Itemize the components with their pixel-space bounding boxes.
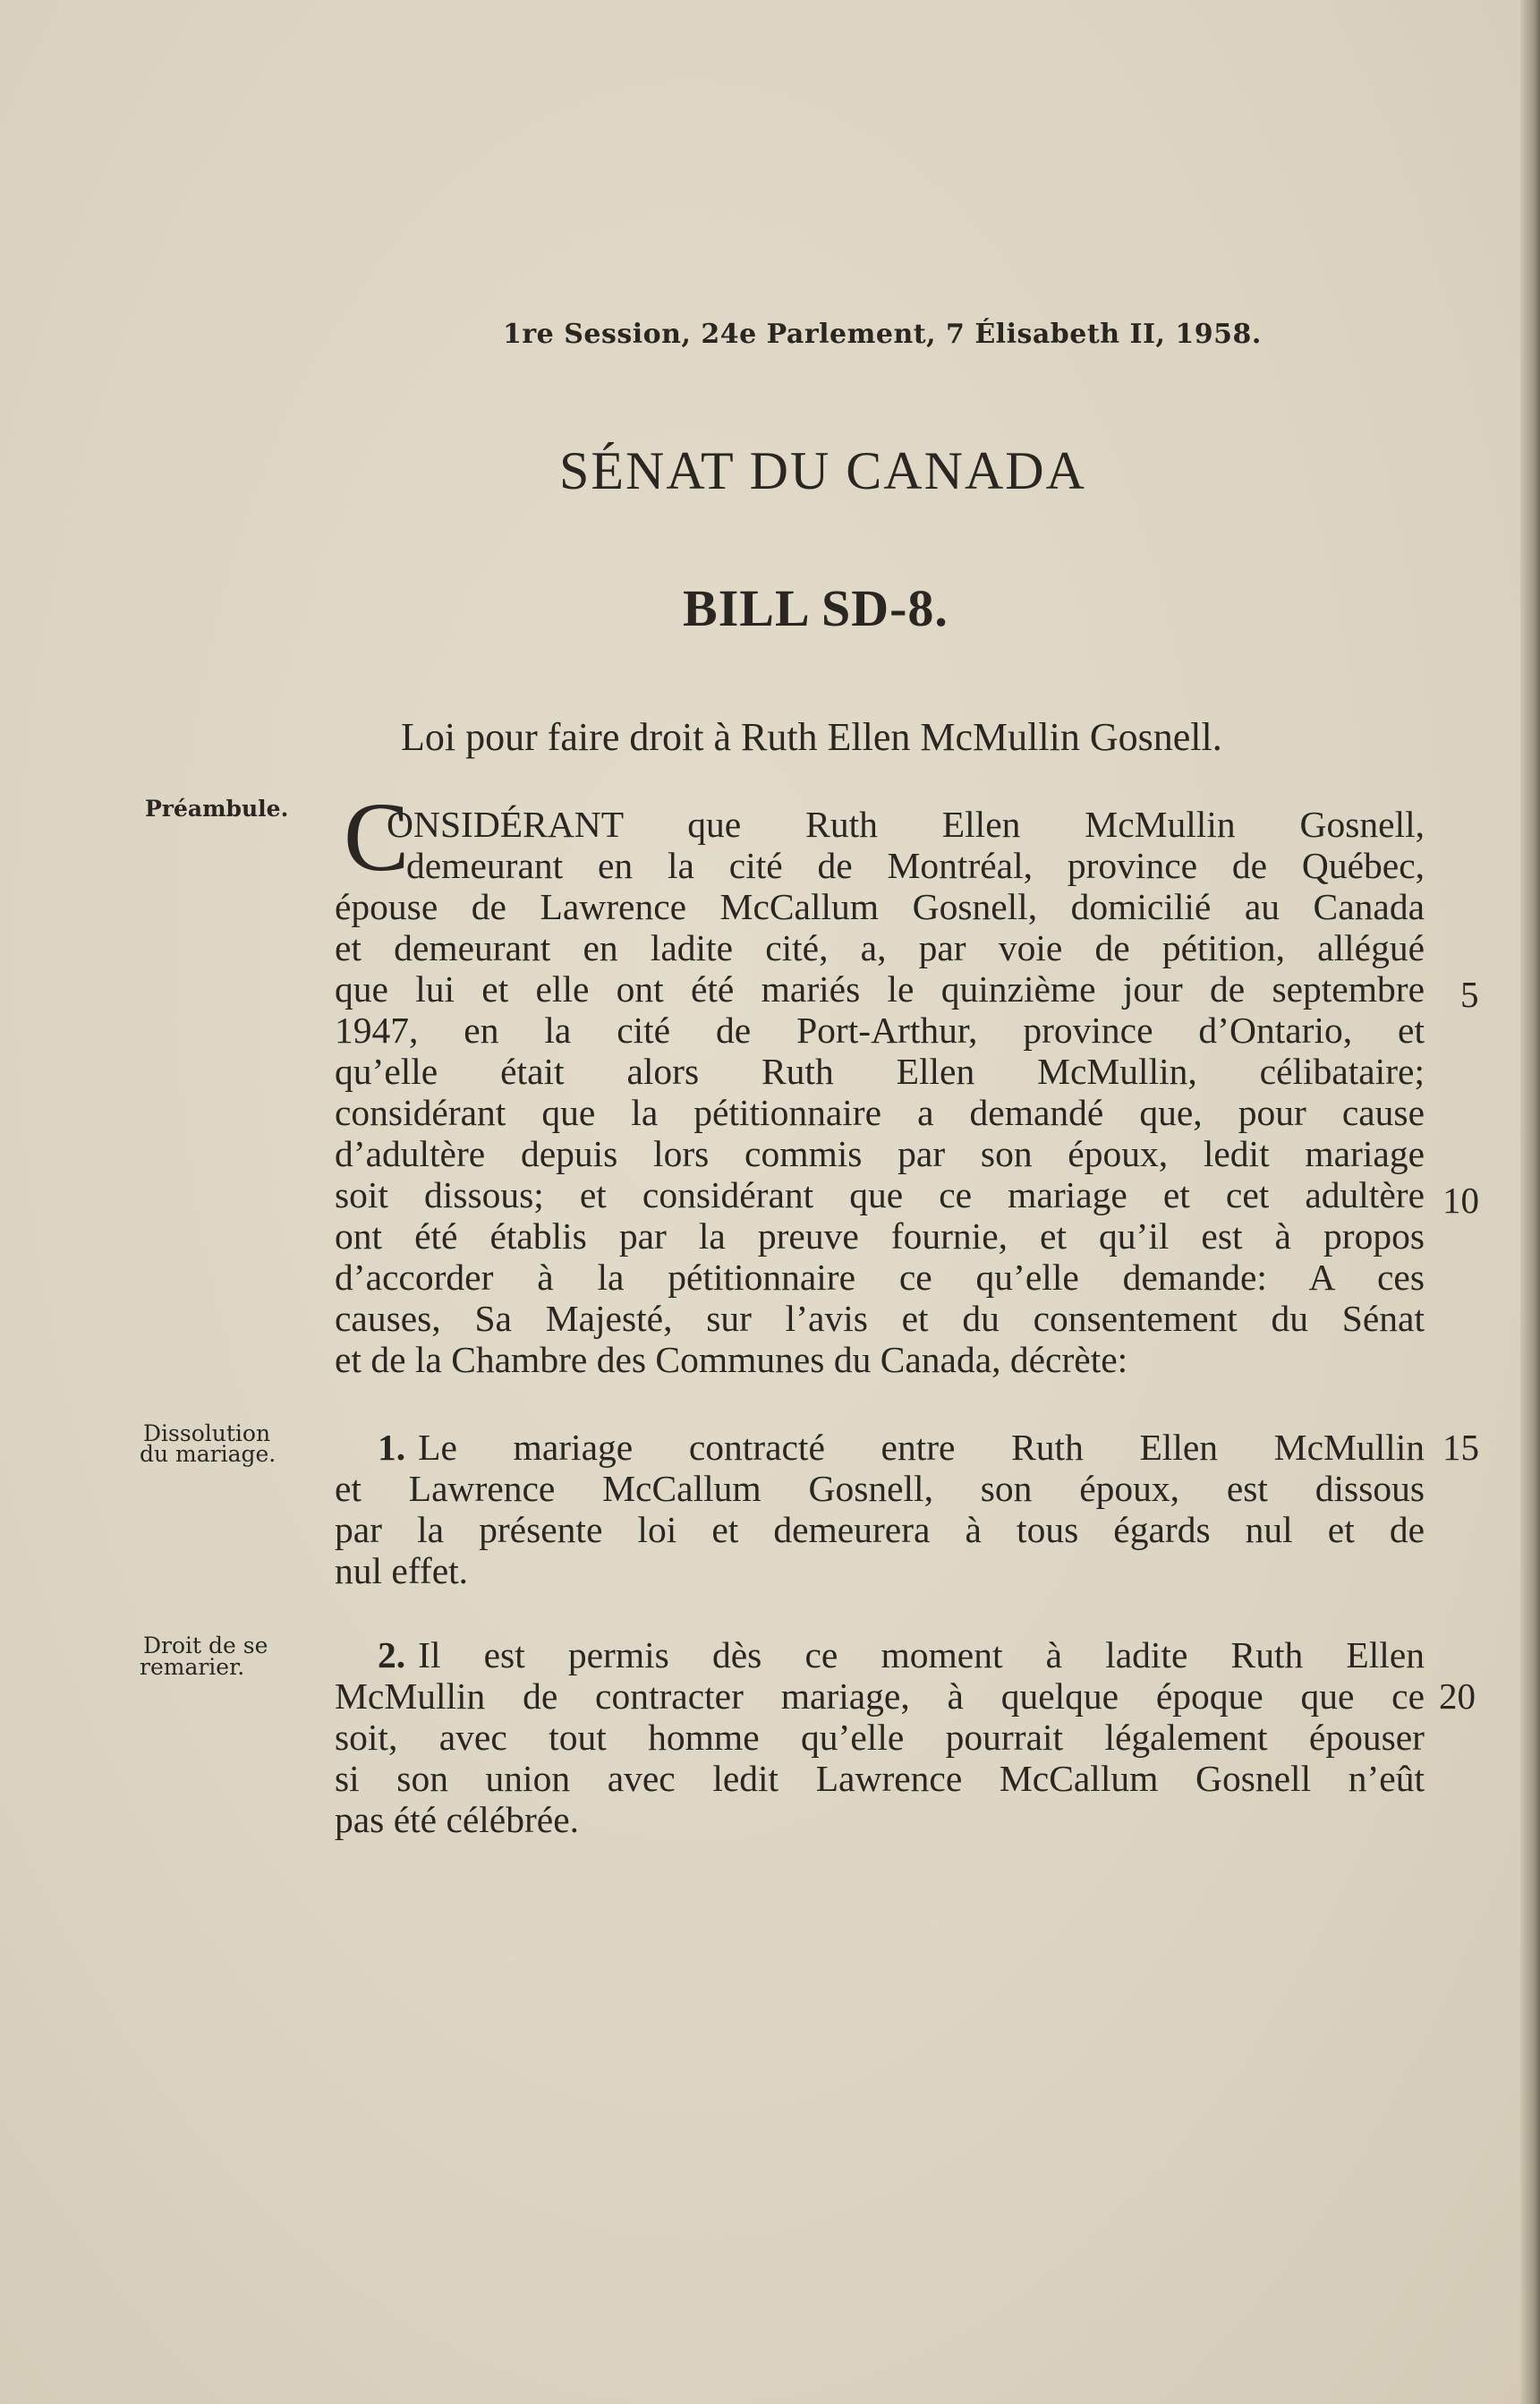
section-2-number: 2. (378, 1634, 406, 1675)
section-2-line: soit, avec tout homme qu’elle pourrait légalement épouser (335, 1717, 1425, 1758)
preamble-line: ont été établis par la preuve fournie, et qu’il est à propos (335, 1215, 1425, 1257)
line-number-10: 10 (1442, 1180, 1479, 1221)
section-2-line: Il est permis dès ce moment à ladite Ruth Ellen (418, 1634, 1425, 1675)
section-1-line: nul effet. (335, 1550, 469, 1591)
line-number-20: 20 (1439, 1675, 1476, 1717)
preamble-line: d’accorder à la pétitionnaire ce qu’elle demande: A ces (335, 1257, 1425, 1298)
preamble-paragraph (335, 804, 1425, 1380)
section-1-line: par la présente loi et demeurera à tous égards nul et de (335, 1509, 1425, 1550)
preamble-line: causes, Sa Majesté, sur l’avis et du consentement du Sénat (335, 1298, 1425, 1339)
section-2-first-line (335, 1634, 1425, 1675)
preamble-line: qu’elle était alors Ruth Ellen McMullin, célibataire; (335, 1051, 1425, 1092)
preamble-line: 1947, en la cité de Port-Arthur, province d’Ontario, et (335, 1010, 1425, 1051)
preamble-line: considérant que la pétitionnaire a demandé que, pour cause (335, 1092, 1425, 1133)
preamble-line: et demeurant en ladite cité, a, par voie de pétition, allégué (335, 927, 1425, 968)
margin-note-remarry-line1: Droit de se (143, 1633, 268, 1658)
section-2-paragraph (335, 1634, 1425, 1840)
section-2-line: pas été célébrée. (335, 1799, 580, 1840)
preamble-line: d’adultère depuis lors commis par son époux, ledit mariage (335, 1133, 1425, 1174)
preamble-line: que lui et elle ont été mariés le quinzième jour de septembre (335, 968, 1425, 1010)
section-1-first-line (335, 1427, 1425, 1468)
margin-note-preamble: Préambule. (145, 796, 289, 822)
bill-short-title: Loi pour faire droit à Ruth Ellen McMullin Gosnell. (401, 715, 1222, 759)
preamble-line: épouse de Lawrence McCallum Gosnell, domicilié au Canada (335, 886, 1425, 927)
bill-number: BILL SD-8. (683, 579, 949, 637)
preamble-line: et de la Chambre des Communes du Canada, décrète: (335, 1339, 1128, 1380)
section-1-number: 1. (378, 1427, 406, 1468)
preamble-line: demeurant en la cité de Montréal, province de Québec, (406, 845, 1425, 886)
preamble-line: ONSIDÉRANT que Ruth Ellen McMullin Gosnell, (387, 804, 1425, 845)
margin-note-remarry-line2: remarier. (140, 1654, 245, 1680)
section-2-line: McMullin de contracter mariage, à quelque époque que ce (335, 1675, 1425, 1717)
section-1-paragraph (335, 1427, 1425, 1591)
chamber-title: SÉNAT DU CANADA (559, 441, 1086, 500)
margin-note-dissolution-line1: Dissolution (143, 1420, 271, 1446)
line-number-15: 15 (1442, 1427, 1479, 1468)
section-1-line: et Lawrence McCallum Gosnell, son époux, est dissous (335, 1468, 1425, 1509)
session-header: 1re Session, 24e Parlement, 7 Élisabeth II, 1958. (503, 319, 1262, 350)
drop-cap: C (344, 782, 410, 891)
page-edge-shadow (1520, 0, 1540, 2404)
section-1-line: Le mariage contracté entre Ruth Ellen McMullin (418, 1427, 1425, 1468)
section-2-line: si son union avec ledit Lawrence McCallum Gosnell n’eût (335, 1758, 1425, 1799)
margin-note-dissolution-line2: du mariage. (140, 1441, 277, 1467)
line-number-5: 5 (1460, 974, 1479, 1015)
preamble-line: soit dissous; et considérant que ce mariage et cet adultère (335, 1174, 1425, 1215)
